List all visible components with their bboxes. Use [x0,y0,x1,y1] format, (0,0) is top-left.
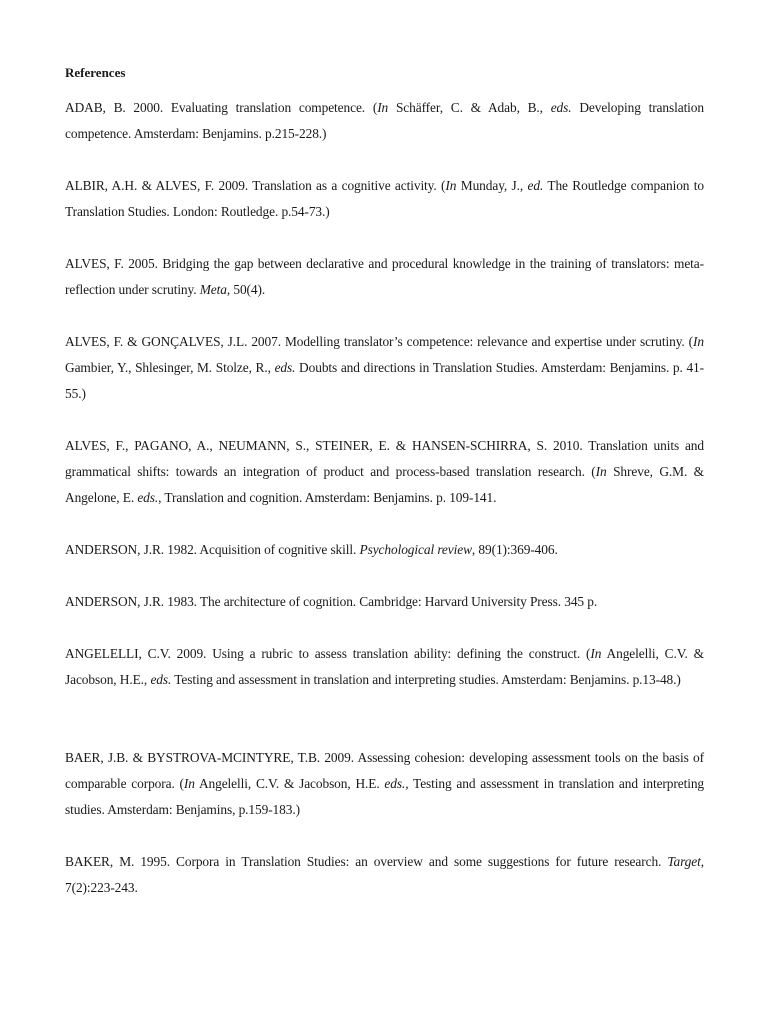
reference-text: , Testing and assessment in translation and interpreting studies. Amsterdam: Benjamins, p.159-183.) [65,776,705,817]
reference-text: BAER, J.B. & BYSTROVA-MCINTYRE, T.B. 2009. Assessing cohesion: developing assessment tools on the basis of comparable corpora. ( [65,750,704,791]
reference-italic: eds. [274,360,296,375]
reference-text: ANDERSON, J.R. 1983. The architecture of cognition. Cambridge: Harvard University Press. 345 p. [65,594,598,609]
reference-entry [65,745,704,823]
reference-entry [65,433,704,511]
reference-text: Shreve, G.M. & Angelone, E. [65,464,704,505]
reference-text: ALVES, F. & GONÇALVES, J.L. 2007. Modelling translator’s competence: relevance and expertise under scrutiny. ( [65,334,694,349]
reference-italic: In [595,464,607,479]
reference-text: , 7(2):223-243. [65,854,704,895]
reference-text: , 89(1):369-406. [471,542,558,557]
reference-text: Developing translation competence. Amsterdam: Benjamins. p.215-228.) [65,100,704,141]
references-heading: References [65,65,126,80]
reference-text: ALVES, F. 2005. Bridging the gap between declarative and procedural knowledge in the training of translators: meta-reflection under scrutiny. [65,256,704,297]
reference-text: The Routledge companion to Translation Studies. London: Routledge. p.54-73.) [65,178,704,219]
reference-italic: In [445,178,457,193]
reference-italic: Target [667,854,701,869]
reference-italic: Psychological review [359,542,472,557]
reference-text: ALVES, F., PAGANO, A., NEUMANN, S., STEINER, E. & HANSEN-SCHIRRA, S. 2010. Translation units and grammatical shifts: towards an integration of product and process-based translation research. ( [65,438,704,479]
reference-text: ADAB, B. 2000. Evaluating translation competence. ( [65,100,378,115]
reference-italic: In [377,100,389,115]
reference-entry [65,589,704,615]
reference-italic: eds. [550,100,572,115]
reference-italic: In [590,646,602,661]
reference-entry [65,849,704,901]
reference-italic: eds. [150,672,172,687]
reference-entry [65,537,704,563]
reference-italic: Meta [199,282,227,297]
reference-entry [65,95,704,147]
reference-entry [65,251,704,303]
reference-italic: In [183,776,195,791]
reference-italic: eds. [384,776,406,791]
reference-italic: ed. [527,178,544,193]
reference-text: Gambier, Y., Shlesinger, M. Stolze, R., [65,360,275,375]
reference-text: Munday, J., [456,178,528,193]
reference-text: , 50(4). [226,282,266,297]
reference-entry [65,329,704,407]
reference-text: ALBIR, A.H. & ALVES, F. 2009. Translation as a cognitive activity. ( [65,178,446,193]
reference-text: Doubts and directions in Translation Studies. Amsterdam: Benjamins. p. 41-55.) [65,360,704,401]
reference-entry [65,641,704,693]
reference-text: , Translation and cognition. Amsterdam: Benjamins. p. 109-141. [158,490,497,505]
reference-text: ANGELELLI, C.V. 2009. Using a rubric to assess translation ability: defining the construct. ( [65,646,591,661]
reference-text: BAKER, M. 1995. Corpora in Translation Studies: an overview and some suggestions for future research. [65,854,668,869]
reference-text: Testing and assessment in translation and interpreting studies. Amsterdam: Benjamins. p.13-48.) [171,672,681,687]
reference-text: Schäffer, C. & Adab, B., [388,100,551,115]
reference-entry [65,173,704,225]
reference-text: Angelelli, C.V. & Jacobson, H.E., [65,646,704,687]
reference-italic: eds. [137,490,159,505]
reference-text: Angelelli, C.V. & Jacobson, H.E. [194,776,385,791]
reference-text: ANDERSON, J.R. 1982. Acquisition of cognitive skill. [65,542,360,557]
reference-italic: In [693,334,704,349]
